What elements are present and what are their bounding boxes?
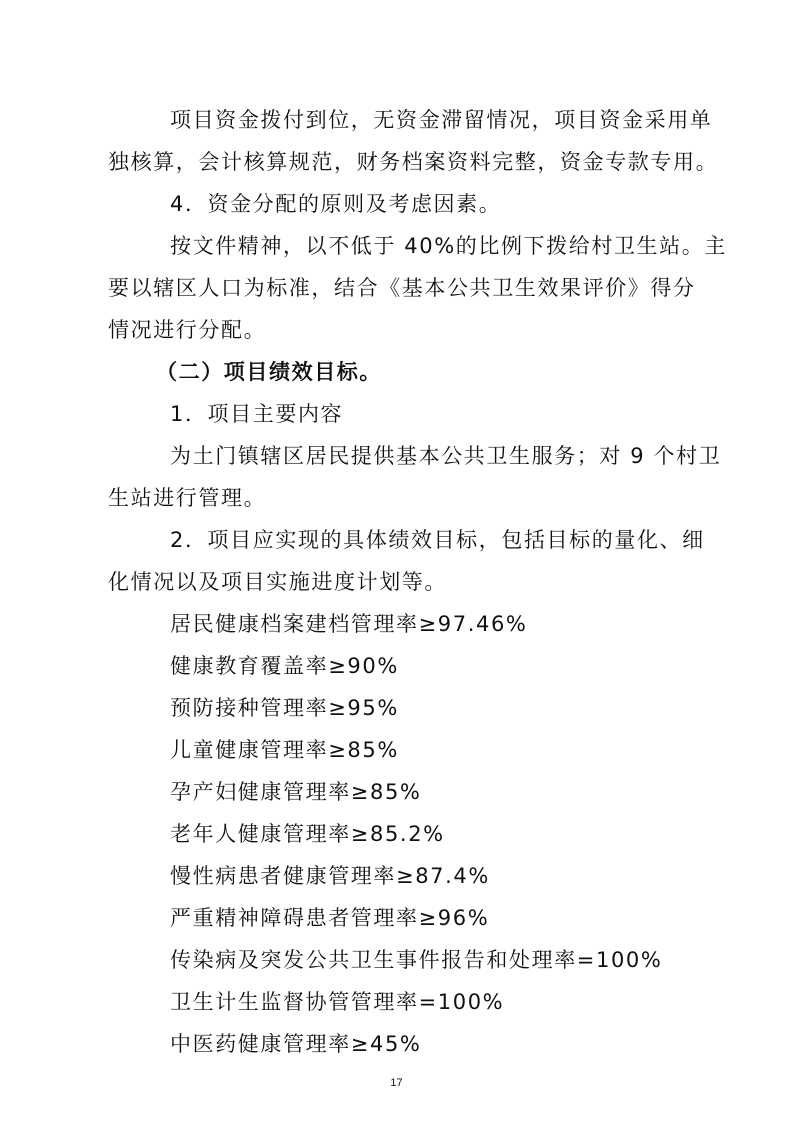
page-number: 17 (390, 1077, 403, 1089)
section-item-heading: 2．项目应实现的具体绩效目标，包括目标的量化、细 (170, 528, 705, 552)
paragraph-line: 要以辖区人口为标准，结合《基本公共卫生效果评价》得分 (108, 276, 696, 300)
target-item: 儿童健康管理率≥85% (170, 738, 399, 762)
target-item: 健康教育覆盖率≥90% (170, 654, 399, 678)
target-item: 预防接种管理率≥95% (170, 696, 399, 720)
paragraph-line: 独核算，会计核算规范，财务档案资料完整，资金专款专用。 (108, 150, 719, 174)
target-item: 居民健康档案建档管理率≥97.46% (170, 612, 528, 636)
paragraph-line: 生站进行管理。 (108, 486, 267, 510)
target-item: 传染病及突发公共卫生事件报告和处理率=100% (170, 948, 663, 972)
target-item: 慢性病患者健康管理率≥87.4% (170, 864, 490, 888)
paragraph-line: 项目资金拨付到位，无资金滞留情况，项目资金采用单 (170, 108, 713, 132)
target-item: 中医药健康管理率≥45% (170, 1032, 422, 1056)
paragraph-line: 情况进行分配。 (108, 318, 267, 342)
paragraph-line: 为土门镇辖区居民提供基本公共卫生服务；对 9 个村卫 (170, 444, 722, 468)
paragraph-line: 化情况以及项目实施进度计划等。 (108, 570, 447, 594)
section-heading: （二）项目绩效目标。 (156, 360, 382, 384)
section-item-heading: 1．项目主要内容 (170, 402, 344, 426)
target-item: 老年人健康管理率≥85.2% (170, 822, 445, 846)
target-item: 卫生计生监督协管管理率=100% (170, 990, 505, 1014)
target-item: 严重精神障碍患者管理率≥96% (170, 906, 490, 930)
target-item: 孕产妇健康管理率≥85% (170, 780, 422, 804)
section-item-heading: 4．资金分配的原则及考虑因素。 (170, 192, 502, 216)
paragraph-line: 按文件精神，以不低于 40%的比例下拨给村卫生站。主 (170, 234, 727, 258)
